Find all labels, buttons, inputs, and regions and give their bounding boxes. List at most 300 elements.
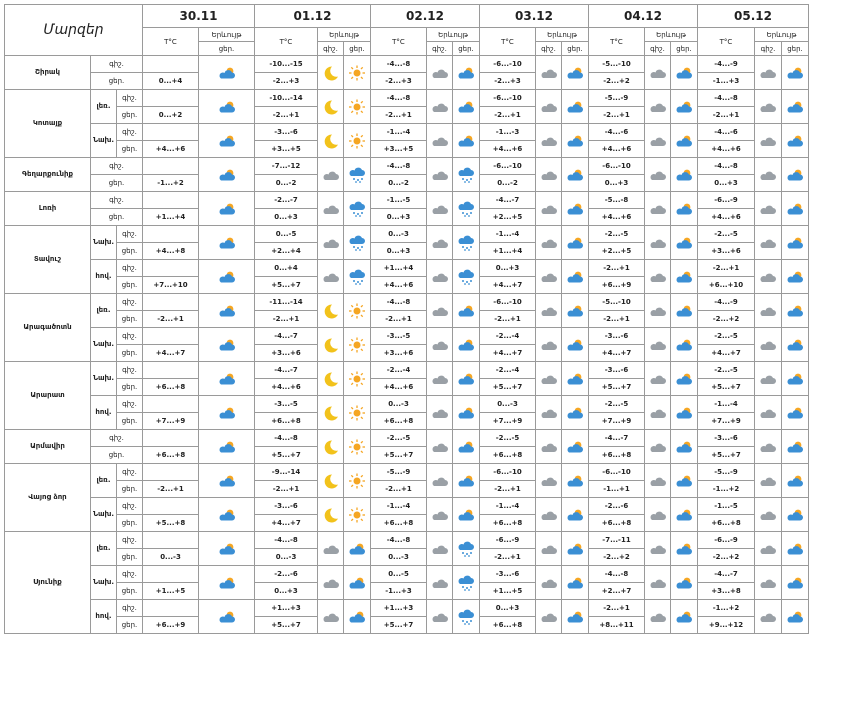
- temperature-value: -2...+1: [255, 107, 318, 124]
- weather-icon-cell: [453, 532, 480, 566]
- time-of-day: գիշ.: [117, 532, 143, 549]
- region-name: Գեղարքունիք: [5, 158, 91, 192]
- partly-cloudy-icon: [453, 440, 479, 454]
- weather-icon-cell: [199, 600, 255, 634]
- weather-icon-cell: [782, 600, 809, 634]
- partly-cloudy-icon: [199, 168, 254, 182]
- partly-cloudy-icon: [344, 576, 370, 590]
- partly-cloudy-icon: [453, 508, 479, 522]
- partly-cloudy-icon: [344, 610, 370, 624]
- weather-icon-cell: [427, 226, 453, 260]
- temperature-value: -1...+3: [698, 73, 755, 90]
- temperature-value: -4...-8: [371, 158, 427, 175]
- partly-cloudy-icon: [199, 66, 254, 80]
- weather-icon-cell: [755, 226, 782, 260]
- temperature-value: -4...-6: [698, 124, 755, 141]
- weather-icon-cell: [536, 328, 562, 362]
- temperature-value: -7...-12: [255, 158, 318, 175]
- temperature-value: 0...-3: [480, 396, 536, 413]
- cloudy-icon: [536, 610, 561, 624]
- weather-icon-cell: [536, 464, 562, 498]
- partly-cloudy-icon: [671, 542, 697, 556]
- weather-icon-cell: [318, 498, 344, 532]
- temperature-value: -2...+1: [255, 311, 318, 328]
- weather-icon-cell: [562, 430, 589, 464]
- temperature-value: -2...+2: [698, 311, 755, 328]
- time-of-day: գիշ.: [91, 192, 143, 209]
- temperature-value: -6...-10: [480, 464, 536, 481]
- temperature-value: +6...+9: [143, 617, 199, 634]
- cloudy-icon: [755, 576, 781, 590]
- weather-icon-cell: [427, 192, 453, 226]
- weather-icon-cell: [671, 56, 698, 90]
- temperature-value: -4...-8: [255, 430, 318, 447]
- snow-icon: [453, 269, 479, 285]
- temperature-value: -2...+1: [255, 481, 318, 498]
- weather-icon-cell: [427, 124, 453, 158]
- partly-cloudy-icon: [199, 202, 254, 216]
- partly-cloudy-icon: [671, 576, 697, 590]
- cloudy-icon: [755, 202, 781, 216]
- weather-icon-cell: [318, 362, 344, 396]
- weather-icon-cell: [562, 566, 589, 600]
- partly-cloudy-icon: [453, 406, 479, 420]
- elevation-zone: հով.: [91, 396, 117, 430]
- temp-header: T°C: [255, 28, 318, 56]
- temperature-value: +4...+6: [698, 209, 755, 226]
- temperature-value: +4...+6: [371, 277, 427, 294]
- moon-icon: [318, 371, 343, 387]
- weather-icon-cell: [344, 532, 371, 566]
- partly-cloudy-icon: [344, 542, 370, 556]
- temperature-value: -1...-3: [480, 124, 536, 141]
- region-name: Արարատ: [5, 362, 91, 430]
- temperature-value: -6...-10: [589, 464, 645, 481]
- weather-icon-cell: [562, 328, 589, 362]
- weather-icon-cell: [755, 192, 782, 226]
- weather-icon-cell: [671, 192, 698, 226]
- temperature-value: [143, 396, 199, 413]
- cloudy-icon: [645, 406, 670, 420]
- temperature-value: +2...+7: [589, 583, 645, 600]
- temperature-value: -4...-7: [255, 328, 318, 345]
- time-of-day: գիշ.: [117, 362, 143, 379]
- temperature-value: +6...+9: [589, 277, 645, 294]
- temperature-value: +8...+11: [589, 617, 645, 634]
- time-of-day: գիշ.: [117, 294, 143, 311]
- temperature-value: +4...+6: [371, 379, 427, 396]
- cloudy-icon: [536, 576, 561, 590]
- temperature-value: +5...+7: [255, 447, 318, 464]
- weather-icon-cell: [318, 124, 344, 158]
- temperature-value: [143, 362, 199, 379]
- weather-icon-cell: [562, 192, 589, 226]
- forecast-row: [5, 362, 809, 379]
- weather-icon-cell: [782, 260, 809, 294]
- temperature-value: 0...-3: [371, 226, 427, 243]
- region-name: Սյունիք: [5, 532, 91, 634]
- temperature-value: -2...-6: [589, 498, 645, 515]
- temperature-value: +3...+8: [698, 583, 755, 600]
- temperature-value: -5...-9: [589, 90, 645, 107]
- weather-icon-cell: [782, 396, 809, 430]
- weather-icon-cell: [755, 56, 782, 90]
- forecast-row: [5, 226, 809, 243]
- temperature-value: -10...-15: [255, 56, 318, 73]
- weather-icon-cell: [199, 396, 255, 430]
- night-subheader: գիշ.: [536, 42, 562, 56]
- temperature-value: 0...+3: [255, 583, 318, 600]
- time-of-day: ցեր.: [117, 141, 143, 158]
- cloudy-icon: [755, 610, 781, 624]
- weather-icon-cell: [199, 90, 255, 124]
- weather-icon-cell: [427, 158, 453, 192]
- snow-icon: [344, 269, 370, 285]
- cloudy-icon: [755, 406, 781, 420]
- partly-cloudy-icon: [453, 100, 479, 114]
- temperature-value: -2...+2: [589, 73, 645, 90]
- weather-icon-cell: [344, 328, 371, 362]
- region-name: Տավուշ: [5, 226, 91, 294]
- night-subheader: գիշ.: [755, 42, 782, 56]
- partly-cloudy-icon: [562, 474, 588, 488]
- weather-icon-cell: [755, 328, 782, 362]
- temperature-value: +3...+6: [371, 345, 427, 362]
- time-of-day: ցեր.: [117, 413, 143, 430]
- cloudy-icon: [755, 338, 781, 352]
- temperature-value: +4...+6: [589, 209, 645, 226]
- temperature-value: -9...-14: [255, 464, 318, 481]
- partly-cloudy-icon: [671, 270, 697, 284]
- cloudy-icon: [645, 542, 670, 556]
- temperature-value: -1...-5: [371, 192, 427, 209]
- weather-icon-cell: [671, 226, 698, 260]
- elevation-zone: Նախ.: [91, 566, 117, 600]
- cloudy-icon: [427, 168, 452, 182]
- date-header: 04.12: [589, 5, 698, 28]
- weather-icon-cell: [562, 56, 589, 90]
- weather-icon-cell: [453, 294, 480, 328]
- weather-icon-cell: [645, 328, 671, 362]
- weather-icon-cell: [782, 192, 809, 226]
- temperature-value: 0...+3: [255, 209, 318, 226]
- cloudy-icon: [645, 576, 670, 590]
- forecast-row: [5, 192, 809, 209]
- weather-icon-cell: [453, 600, 480, 634]
- region-name: Շիրակ: [5, 56, 91, 90]
- cloudy-icon: [755, 66, 781, 80]
- sun-icon: [344, 65, 370, 81]
- cloudy-icon: [755, 100, 781, 114]
- temperature-value: +2...+5: [589, 243, 645, 260]
- partly-cloudy-icon: [199, 270, 254, 284]
- cloudy-icon: [318, 576, 343, 590]
- partly-cloudy-icon: [782, 508, 808, 522]
- weather-icon-cell: [782, 328, 809, 362]
- weather-icon-cell: [453, 90, 480, 124]
- partly-cloudy-icon: [782, 542, 808, 556]
- weather-icon-cell: [645, 600, 671, 634]
- weather-icon-cell: [344, 396, 371, 430]
- temperature-value: +6...+10: [698, 277, 755, 294]
- cloudy-icon: [318, 610, 343, 624]
- weather-icon-cell: [536, 294, 562, 328]
- temperature-value: +4...+7: [589, 345, 645, 362]
- temperature-value: -4...-8: [698, 158, 755, 175]
- time-of-day: ցեր.: [117, 481, 143, 498]
- cloudy-icon: [318, 202, 343, 216]
- partly-cloudy-icon: [199, 440, 254, 454]
- temperature-value: -6...-10: [589, 158, 645, 175]
- temp-header: T°C: [698, 28, 755, 56]
- temperature-value: -4...-9: [698, 294, 755, 311]
- partly-cloudy-icon: [199, 338, 254, 352]
- weather-icon-cell: [344, 294, 371, 328]
- cloudy-icon: [645, 304, 670, 318]
- time-of-day: գիշ.: [117, 498, 143, 515]
- sun-icon: [344, 99, 370, 115]
- cloudy-icon: [427, 440, 452, 454]
- weather-icon-cell: [536, 158, 562, 192]
- weather-icon-cell: [671, 532, 698, 566]
- temperature-value: -2...+1: [371, 311, 427, 328]
- time-of-day: ցեր.: [117, 617, 143, 634]
- time-of-day: գիշ.: [117, 90, 143, 107]
- forecast-row: [5, 124, 809, 141]
- weather-icon-cell: [199, 532, 255, 566]
- weather-icon-cell: [536, 192, 562, 226]
- cloudy-icon: [536, 100, 561, 114]
- partly-cloudy-icon: [199, 508, 254, 522]
- weather-icon-cell: [755, 158, 782, 192]
- cloudy-icon: [536, 338, 561, 352]
- weather-icon-cell: [427, 464, 453, 498]
- temperature-value: +4...+7: [480, 345, 536, 362]
- temperature-value: +4...+6: [698, 141, 755, 158]
- temperature-value: +3...+5: [255, 141, 318, 158]
- phenomena-header: Երևույթ: [427, 28, 480, 42]
- weather-icon-cell: [427, 532, 453, 566]
- cloudy-icon: [427, 66, 452, 80]
- weather-icon-cell: [199, 498, 255, 532]
- moon-icon: [318, 133, 343, 149]
- temperature-value: +5...+7: [371, 447, 427, 464]
- forecast-row: [5, 566, 809, 583]
- temperature-value: +7...+9: [589, 413, 645, 430]
- temperature-value: +4...+8: [143, 243, 199, 260]
- temperature-value: -2...+1: [480, 107, 536, 124]
- snow-icon: [344, 201, 370, 217]
- temperature-value: -2...+1: [698, 107, 755, 124]
- weather-icon-cell: [562, 294, 589, 328]
- time-of-day: ցեր.: [117, 107, 143, 124]
- temperature-value: +6...+8: [480, 617, 536, 634]
- weather-icon-cell: [671, 362, 698, 396]
- time-of-day: ցեր.: [91, 175, 143, 192]
- temperature-value: -1...-4: [698, 396, 755, 413]
- cloudy-icon: [755, 304, 781, 318]
- date-header: 30.11: [143, 5, 255, 28]
- weather-icon-cell: [318, 532, 344, 566]
- weather-icon-cell: [671, 294, 698, 328]
- partly-cloudy-icon: [782, 406, 808, 420]
- temp-header: T°C: [143, 28, 199, 56]
- partly-cloudy-icon: [671, 134, 697, 148]
- temperature-value: +4...+7: [480, 277, 536, 294]
- temperature-value: +4...+7: [698, 345, 755, 362]
- temperature-value: 0...+3: [698, 175, 755, 192]
- temperature-value: -2...+1: [371, 107, 427, 124]
- elevation-zone: լեռ.: [91, 532, 117, 566]
- regions-header: Մարզեր: [5, 5, 143, 56]
- partly-cloudy-icon: [671, 406, 697, 420]
- temperature-value: -6...-9: [698, 532, 755, 549]
- weather-icon-cell: [755, 430, 782, 464]
- temperature-value: [143, 56, 199, 73]
- temperature-value: -2...+1: [589, 107, 645, 124]
- temperature-value: 0...-2: [480, 175, 536, 192]
- temperature-value: +1...+5: [480, 583, 536, 600]
- time-of-day: ցեր.: [117, 311, 143, 328]
- weather-icon-cell: [536, 498, 562, 532]
- partly-cloudy-icon: [782, 66, 808, 80]
- cloudy-icon: [755, 440, 781, 454]
- temperature-value: -2...+3: [255, 73, 318, 90]
- elevation-zone: լեռ.: [91, 464, 117, 498]
- elevation-zone: Նախ.: [91, 226, 117, 260]
- temperature-value: +3...+6: [698, 243, 755, 260]
- cloudy-icon: [318, 270, 343, 284]
- weather-icon-cell: [344, 260, 371, 294]
- weather-icon-cell: [199, 566, 255, 600]
- partly-cloudy-icon: [562, 304, 588, 318]
- temperature-value: [143, 430, 199, 447]
- weather-icon-cell: [782, 464, 809, 498]
- weather-icon-cell: [427, 498, 453, 532]
- partly-cloudy-icon: [562, 66, 588, 80]
- cloudy-icon: [536, 202, 561, 216]
- cloudy-icon: [536, 304, 561, 318]
- weather-icon-cell: [318, 260, 344, 294]
- temperature-value: 0...-5: [255, 226, 318, 243]
- partly-cloudy-icon: [199, 100, 254, 114]
- temp-header: T°C: [589, 28, 645, 56]
- temperature-value: +6...+8: [143, 379, 199, 396]
- partly-cloudy-icon: [562, 508, 588, 522]
- weather-icon-cell: [453, 362, 480, 396]
- temperature-value: -2...-5: [589, 396, 645, 413]
- cloudy-icon: [536, 66, 561, 80]
- cloudy-icon: [755, 474, 781, 488]
- weather-icon-cell: [453, 226, 480, 260]
- temperature-value: -3...-5: [255, 396, 318, 413]
- temperature-value: -4...-9: [698, 56, 755, 73]
- day-subheader: ցեր.: [344, 42, 371, 56]
- temperature-value: -2...-5: [698, 362, 755, 379]
- day-subheader: ցեր.: [453, 42, 480, 56]
- weather-icon-cell: [782, 124, 809, 158]
- temperature-value: [143, 464, 199, 481]
- weather-icon-cell: [536, 600, 562, 634]
- region-name: Կոտայք: [5, 90, 91, 158]
- weather-icon-cell: [782, 294, 809, 328]
- partly-cloudy-icon: [782, 270, 808, 284]
- temperature-value: +4...+7: [255, 515, 318, 532]
- date-header: 05.12: [698, 5, 809, 28]
- partly-cloudy-icon: [199, 576, 254, 590]
- day-subheader: ցեր.: [782, 42, 809, 56]
- weather-icon-cell: [782, 566, 809, 600]
- cloudy-icon: [755, 134, 781, 148]
- partly-cloudy-icon: [671, 304, 697, 318]
- sun-icon: [344, 303, 370, 319]
- temperature-value: +3...+5: [371, 141, 427, 158]
- weather-icon-cell: [318, 192, 344, 226]
- temperature-value: -2...+3: [371, 73, 427, 90]
- cloudy-icon: [536, 134, 561, 148]
- weather-icon-cell: [318, 464, 344, 498]
- temperature-value: -2...+1: [143, 481, 199, 498]
- phenomena-header: Երևույթ: [645, 28, 698, 42]
- cloudy-icon: [536, 168, 561, 182]
- weather-icon-cell: [562, 90, 589, 124]
- temperature-value: -2...-4: [480, 328, 536, 345]
- temperature-value: +1...+3: [255, 600, 318, 617]
- weather-icon-cell: [671, 158, 698, 192]
- phenomena-header: Երևույթ: [199, 28, 255, 42]
- weather-icon-cell: [427, 600, 453, 634]
- weather-icon-cell: [536, 90, 562, 124]
- temperature-value: -2...+1: [589, 311, 645, 328]
- weather-icon-cell: [318, 396, 344, 430]
- weather-icon-cell: [427, 56, 453, 90]
- temperature-value: [143, 158, 199, 175]
- cloudy-icon: [427, 270, 452, 284]
- sun-icon: [344, 371, 370, 387]
- weather-icon-cell: [782, 430, 809, 464]
- weather-icon-cell: [427, 90, 453, 124]
- partly-cloudy-icon: [199, 406, 254, 420]
- cloudy-icon: [427, 236, 452, 250]
- weather-icon-cell: [671, 566, 698, 600]
- cloudy-icon: [536, 542, 561, 556]
- partly-cloudy-icon: [671, 100, 697, 114]
- temperature-value: +5...+8: [143, 515, 199, 532]
- time-of-day: գիշ.: [91, 56, 143, 73]
- temperature-value: +2...+4: [255, 243, 318, 260]
- partly-cloudy-icon: [782, 474, 808, 488]
- temperature-value: +4...+6: [143, 141, 199, 158]
- weather-icon-cell: [562, 532, 589, 566]
- day-subheader: ցեր.: [671, 42, 698, 56]
- temperature-value: -1...+2: [698, 600, 755, 617]
- temperature-value: [143, 498, 199, 515]
- cloudy-icon: [536, 270, 561, 284]
- weather-icon-cell: [536, 396, 562, 430]
- temperature-value: -4...-7: [589, 430, 645, 447]
- partly-cloudy-icon: [562, 236, 588, 250]
- temperature-value: +5...+7: [589, 379, 645, 396]
- partly-cloudy-icon: [782, 236, 808, 250]
- weather-icon-cell: [645, 362, 671, 396]
- partly-cloudy-icon: [782, 202, 808, 216]
- weather-icon-cell: [344, 430, 371, 464]
- weather-icon-cell: [671, 90, 698, 124]
- partly-cloudy-icon: [199, 134, 254, 148]
- weather-icon-cell: [536, 124, 562, 158]
- weather-icon-cell: [453, 56, 480, 90]
- temperature-value: [143, 566, 199, 583]
